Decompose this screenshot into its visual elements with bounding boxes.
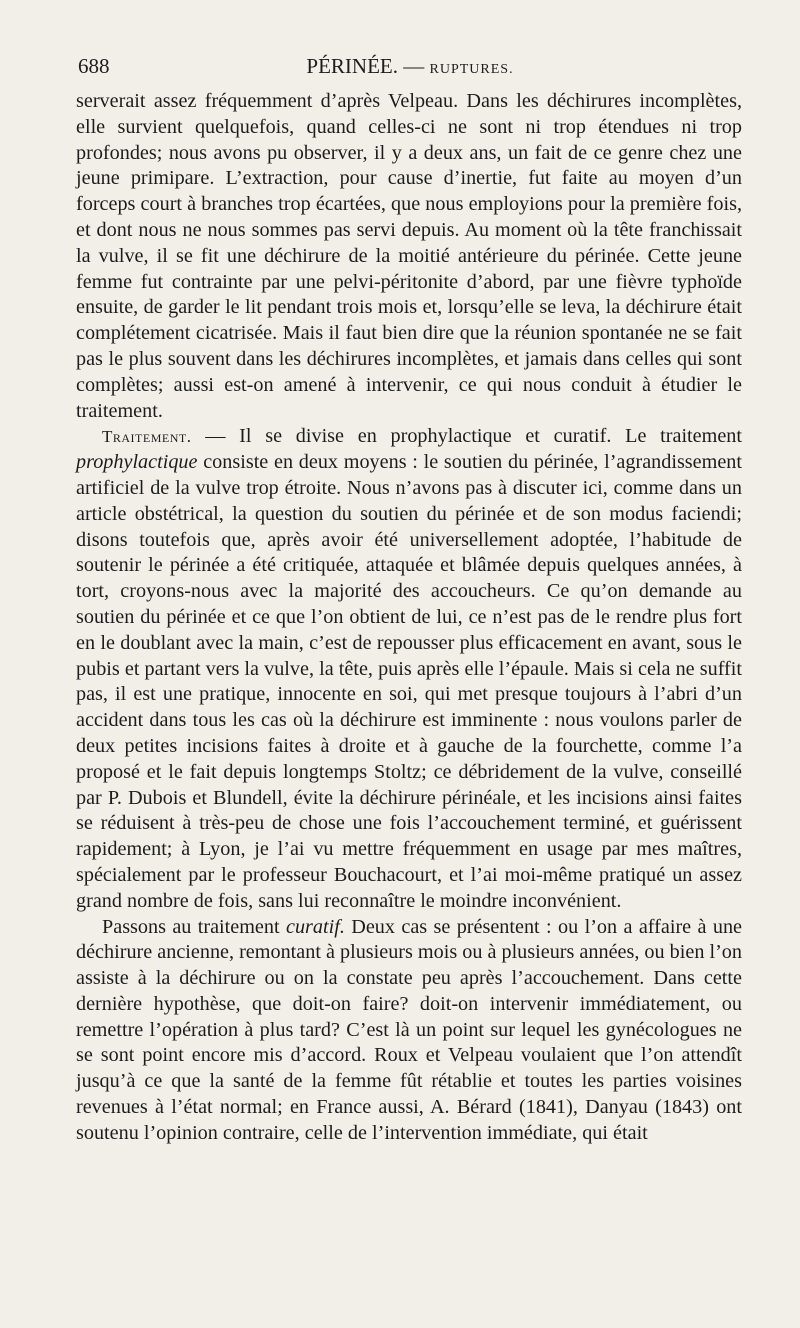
section-heading-traitement: Traitement.	[102, 427, 192, 447]
paragraph-continued: serverait assez fréquemment d’après Velpeau. Dans les déchirures incomplètes, elle survient quelquefois, quand celles-ci ne sont ni trop étendues ni trop profondes; nous avons pu observer, il y a deux ans, un fait de ce genre chez une jeune primipare. L’extraction, pour cause d’inertie, fut faite au moyen d’un forceps court à branches trop écartées, que nous employions pour la première fois, et dont nous ne nous sommes pas servi depuis. Au moment où la tête franchissait la vulve, il se fit une déchirure de la moitié antérieure du périnée. Cette jeune femme fut contrainte par une pelvi-péritonite d’abord, par une fièvre typhoïde ensuite, de garder le lit pendant trois mois et, lorsqu’elle se leva, la déchirure était complétement cicatrisée. Mais il faut bien dire que la réunion spontanée ne se fait pas le plus souvent dans les déchirures incomplètes, et jamais dans celles qui sont complètes; aussi est-on amené à intervenir, ce qui nous conduit à étudier le traitement.	[76, 90, 742, 422]
body-text	[76, 89, 742, 1147]
chapter-title: PÉRINÉE.	[306, 54, 398, 78]
paragraph-text: Passons au traitement	[102, 915, 286, 938]
section-title: RUPTURES.	[429, 62, 514, 77]
paragraph-traitement	[76, 424, 742, 914]
paragraph-text: Deux cas se présentent : ou l’on a affaire à une déchirure ancienne, remontant à plusieurs mois ou à plusieurs années, ou bien l’on assiste à la déchirure ou on la constate peu après l’accouchement. Dans cette dernière hypothèse, que doit-on faire? doit-on intervenir immédiatement, ou remettre l’opération à plus tard? C’est là un point sur lequel les gynécologues ne se sont point encore mis d’accord. Roux et Velpeau voulaient que l’on attendît jusqu’à ce que la santé de la femme fût rétablie et toutes les parties voisines revenues à l’état normal; en France aussi, A. Bérard (1841), Danyau (1843) ont soutenu l’opinion contraire, celle de l’intervention immédiate, qui était	[76, 915, 743, 1144]
running-title	[78, 54, 742, 79]
page-number: 688	[78, 54, 110, 78]
emphasis-prophylactique: prophylactique	[76, 451, 198, 474]
title-separator: —	[398, 54, 430, 78]
paragraph-curatif	[76, 915, 742, 1147]
paragraph-text: — Il se divise en prophylactique et curatif. Le traitement	[191, 425, 742, 448]
emphasis-curatif: curatif.	[285, 915, 345, 938]
running-header	[78, 48, 742, 88]
paragraph-text: consiste en deux moyens : le soutien du périnée, l’agrandissement artificiel de la vulve trop étroite. Nous n’avons pas à discuter ici, comme dans un article obstétrical, la question du soutien du périnée et de son modus faciendi; disons toutefois que, après avoir été universellement adoptée, l’habitude de soutenir le périnée a été critiquée, attaquée et blâmée depuis quelques années, à tort, croyons-nous avec la majorité des accoucheurs. Ce qu’on demande au soutien du périnée et ce que l’on obtient de lui, ce n’est pas de le rendre plus fort en le doublant avec la main, c’est de repousser plus efficacement en avant, sous le pubis et partant vers la vulve, la tête, puis après elle l’épaule. Mais si cela ne suffit pas, il est une pratique, innocente en soi, qui met presque toujours à l’abri d’un accident dans tous les cas où la déchirure est imminente : nous voulons parler de deux petites incisions faites à droite et à gauche de la fourchette, comme l’a proposé et le fait depuis longtemps Stoltz; ce débridement de la vulve, conseillé par P. Dubois et Blundell, évite la déchirure périnéale, et les incisions ainsi faites se réduisent à très-peu de chose une fois l’accouchement terminé, et guérissent rapidement; à Lyon, je l’ai vu mettre fréquemment en usage par mes maîtres, spécialement par le professeur Bouchacourt, et l’ai moi-même pratiqué un assez grand nombre de fois, sans lui reconnaître le moindre inconvénient.	[76, 451, 742, 912]
